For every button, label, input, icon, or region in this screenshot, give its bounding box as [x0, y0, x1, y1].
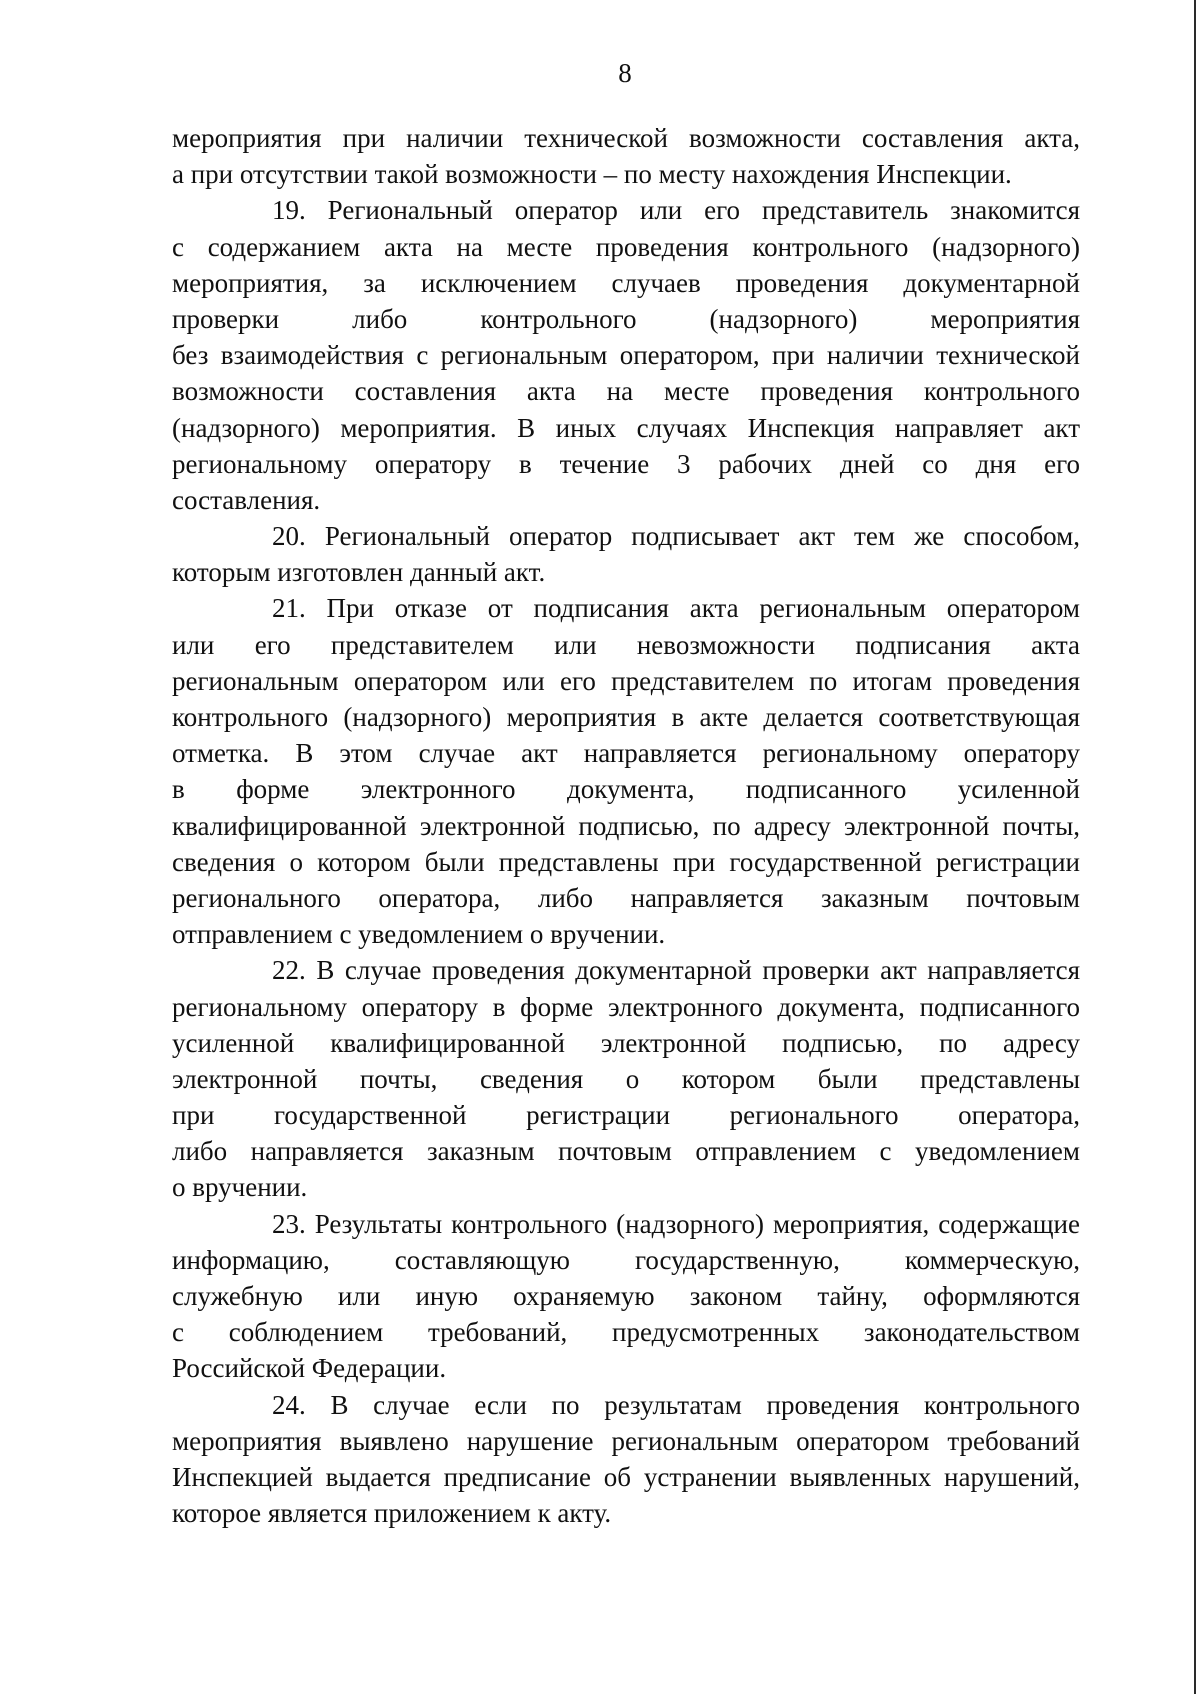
paragraph [172, 1387, 1080, 1532]
paragraph-line: о вручении. [172, 1172, 308, 1203]
paragraph-line: которое является приложением к акту. [172, 1498, 612, 1529]
document-body [172, 120, 1080, 1531]
paragraph-line: которым изготовлен данный акт. [172, 557, 546, 588]
paragraph-line: 20. Региональный оператор подписывает акт тем же способом, [272, 521, 1080, 552]
paragraph-line: информацию, составляющую государственную, коммерческую, [172, 1244, 1080, 1275]
paragraph [172, 518, 1080, 590]
paragraph-line: при государственной регистрации регионального оператора, [172, 1100, 1080, 1131]
paragraph-line: служебную или иную охраняемую законом тайну, оформляются [172, 1281, 1080, 1311]
paragraph-line: а при отсутствии такой возможности – по месту нахождения Инспекции. [172, 159, 1012, 190]
paragraph-line: электронной почты, сведения о котором были представлены [172, 1063, 1080, 1094]
paragraph [172, 1206, 1080, 1387]
paragraph-line: квалифицированной электронной подписью, по адресу электронной почты, [172, 810, 1080, 841]
paragraph-line: отправлением с уведомлением о вручении. [172, 919, 666, 950]
page-edge-line [1194, 0, 1196, 1694]
paragraph-line: либо направляется заказным почтовым отправлением с уведомлением [172, 1136, 1080, 1167]
paragraph-line: с соблюдением требований, предусмотренных законодательством [172, 1317, 1080, 1348]
paragraph-line: сведения о котором были представлены при государственной регистрации [172, 846, 1080, 877]
paragraph-line: 21. При отказе от подписания акта региональным оператором [272, 593, 1080, 624]
paragraph-line: мероприятия выявлено нарушение региональным оператором требований [172, 1425, 1080, 1456]
page-number: 8 [618, 58, 632, 88]
paragraph-line: региональному оператору в форме электронного документа, подписанного [172, 991, 1080, 1022]
paragraph-line: контрольного (надзорного) мероприятия в акте делается соответствующая [172, 702, 1080, 732]
paragraph [172, 120, 1080, 192]
paragraph [172, 590, 1080, 952]
paragraph-line: 23. Результаты контрольного (надзорного) мероприятия, содержащие [272, 1208, 1080, 1239]
paragraph-line: возможности составления акта на месте проведения контрольного [172, 376, 1080, 407]
paragraph-line: Российской Федерации. [172, 1353, 447, 1384]
paragraph-line: усиленной квалифицированной электронной подписью, по адресу [172, 1027, 1080, 1058]
paragraph-line: (надзорного) мероприятия. В иных случаях Инспекция направляет акт [172, 412, 1080, 443]
paragraph-line: 22. В случае проведения документарной проверки акт направляется [272, 955, 1080, 986]
paragraph-line: мероприятия при наличии технической возможности составления акта, [172, 123, 1080, 153]
paragraph [172, 952, 1080, 1205]
paragraph-line: регионального оператора, либо направляется заказным почтовым [172, 882, 1080, 913]
paragraph-line: в форме электронного документа, подписанного усиленной [172, 774, 1080, 805]
paragraph-line: региональному оператору в течение 3 рабочих дней со дня его [172, 448, 1080, 479]
paragraph-line: Инспекцией выдается предписание об устранении выявленных нарушений, [172, 1461, 1080, 1492]
paragraph-line: региональным оператором или его представителем по итогам проведения [172, 665, 1080, 696]
paragraph-line: проверки либо контрольного (надзорного) мероприятия [172, 303, 1080, 334]
paragraph-line: отметка. В этом случае акт направляется региональному оператору [172, 738, 1080, 769]
paragraph-line: составления. [172, 484, 321, 515]
paragraph-line: 19. Региональный оператор или его представитель знакомится [272, 195, 1080, 226]
paragraph [172, 192, 1080, 518]
paragraph-line: или его представителем или невозможности подписания акта [172, 629, 1080, 660]
paragraph-line: 24. В случае если по результатам проведения контрольного [272, 1389, 1080, 1420]
paragraph-line: с содержанием акта на месте проведения контрольного (надзорного) [172, 231, 1080, 262]
paragraph-line: мероприятия, за исключением случаев проведения документарной [172, 267, 1080, 298]
paragraph-line: без взаимодействия с региональным оператором, при наличии технической [172, 340, 1080, 371]
